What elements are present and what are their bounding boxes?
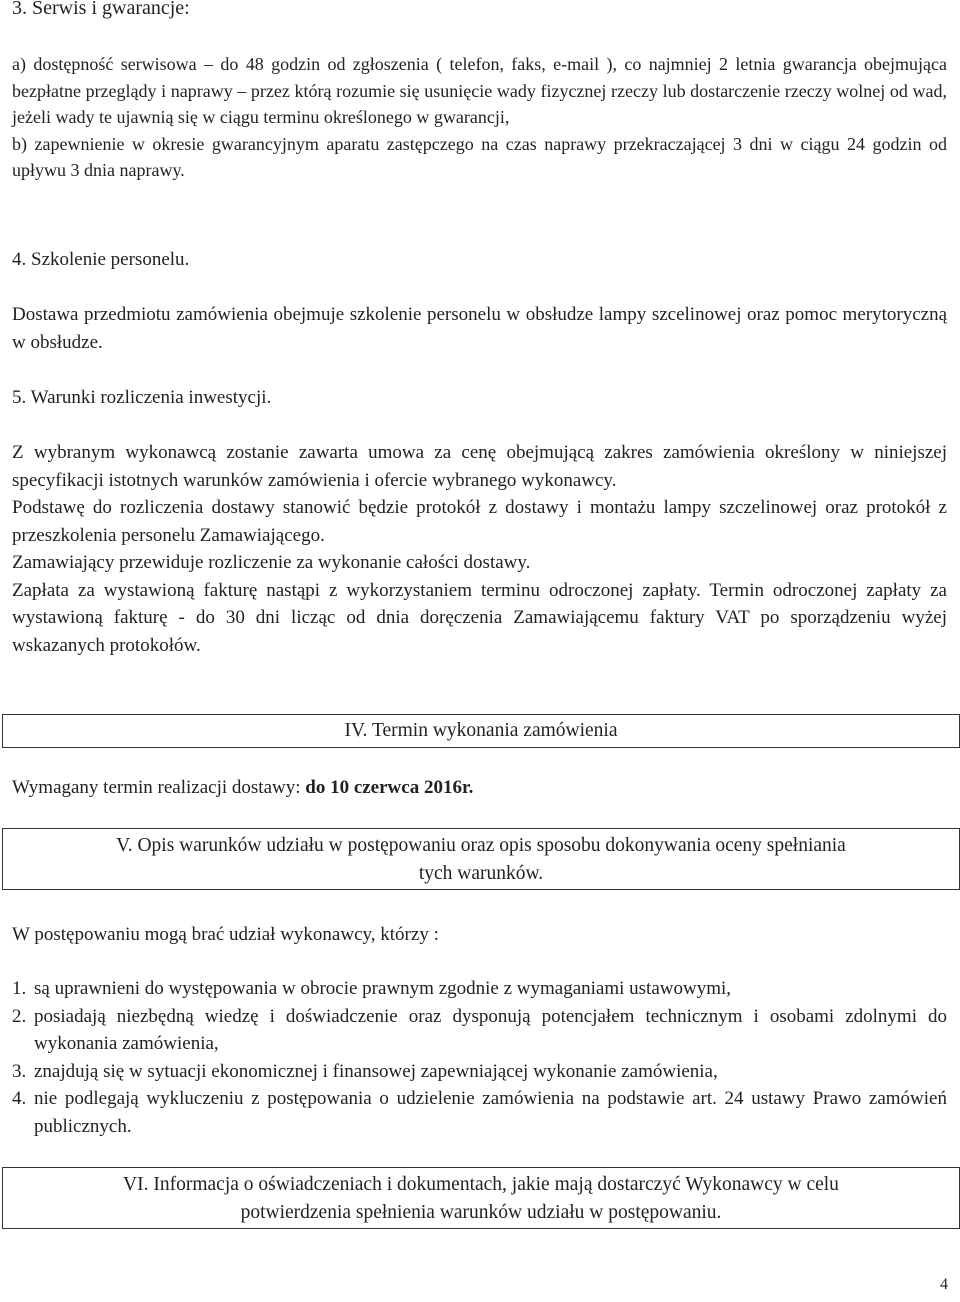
section-IV-heading: IV. Termin wykonania zamówienia (344, 720, 618, 741)
section-IV-heading-box (2, 714, 960, 748)
section-3-heading: 3. Serwis i gwarancje: (12, 0, 190, 19)
list-item-number: 3. (12, 1060, 27, 1082)
section-VI-heading-line-2: potwierdzenia spełnienia warunków udziału w postępowaniu. (240, 1201, 722, 1223)
list-item-number: 4. (12, 1088, 27, 1109)
section-5-paragraph-2: Podstawę do rozliczenia dostawy stanowić będzie protokół z dostawy i montażu lampy szczelinowej oraz protokół z przeszkolenia personelu Zamawiającego. (12, 497, 947, 546)
list-item-number: 2. (12, 1005, 27, 1027)
section-5-paragraph-4: Zapłata za wystawioną fakturę nastąpi z wykorzystaniem terminu odroczonej zapłaty. Termin odroczonej zapłaty za wystawioną fakturę - do 30 dni licząc od dnia doręczenia Zamawiającemu faktury VAT po sporządzeniu wyżej wskazanych protokołów. (12, 579, 947, 656)
list-item-text: znajdują się w sytuacji ekonomicznej i finansowej zapewniającej wykonanie zamówienia, (34, 1060, 718, 1082)
delivery-deadline (12, 774, 947, 802)
section-V-intro: W postępowaniu mogą brać udział wykonawcy, którzy : (12, 924, 439, 945)
list-item (12, 975, 947, 1003)
list-item-text: nie podlegają wykluczeniu z postępowania o udzielenie zamówienia na podstawie art. 24 ustawy Prawo zamówień publicznych. (34, 1088, 947, 1137)
section-VI-heading-box (2, 1167, 960, 1229)
delivery-deadline-label: Wymagany termin realizacji dostawy: (12, 777, 306, 798)
list-item-text: są uprawnieni do występowania w obrocie prawnym zgodnie z wymaganiami ustawowymi, (34, 978, 732, 999)
list-item-text: posiadają niezbędną wiedzę i doświadczenie oraz dysponują potencjałem technicznym i osobami zdolnymi do wykonania zamówienia, (34, 1005, 947, 1054)
section-3-item-b: b) zapewnienie w okresie gwarancyjnym aparatu zastępczego na czas naprawy przekraczającej 3 dni w ciągu 24 godzin od upływu 3 dnia naprawy. (12, 133, 947, 180)
section-VI-heading-line-1: VI. Informacja o oświadczeniach i dokumentach, jakie mają dostarczyć Wykonawcy w celu (123, 1174, 839, 1195)
section-3-item-a: a) dostępność serwisowa – do 48 godzin od zgłoszenia ( telefon, faks, e-mail ), co najmniej 2 letnia gwarancja obejmująca bezpłatne przeglądy i naprawy – przez którą rozumie się usunięcie wady fizycznej rzeczy lub dostarczenie rzeczy wolnej od wad, jeżeli wady te ujawnią się w ciągu terminu określonego w gwarancji, (12, 54, 947, 127)
section-5-paragraph-1: Z wybranym wykonawcą zostanie zawarta umowa za cenę obejmującą zakres zamówienia określony w niniejszej specyfikacji istotnych warunków zamówienia i ofercie wybranego wykonawcy. (12, 442, 947, 491)
section-V-heading-line-2: tych warunków. (418, 862, 544, 884)
section-5-paragraph-3: Zamawiający przewiduje rozliczenie za wykonanie całości dostawy. (12, 552, 531, 573)
section-5-body (12, 439, 947, 659)
section-5-heading: 5. Warunki rozliczenia inwestycji. (12, 387, 272, 408)
section-3-body (12, 51, 947, 184)
section-V-heading-line-1: V. Opis warunków udziału w postępowaniu oraz opis sposobu dokonywania oceny spełniania (116, 835, 846, 856)
page-number: 4 (940, 1276, 948, 1293)
list-item (12, 1085, 947, 1140)
list-item (12, 1058, 947, 1086)
section-V-heading-box (2, 828, 960, 890)
section-4-text: Dostawa przedmiotu zamówienia obejmuje szkolenie personelu w obsłudze lampy szcelinowej oraz pomoc merytoryczną w obsłudze. (12, 304, 947, 353)
conditions-list (12, 975, 947, 1140)
list-item-number: 1. (12, 978, 27, 999)
section-4-heading: 4. Szkolenie personelu. (12, 249, 190, 270)
delivery-deadline-value: do 10 czerwca 2016r. (305, 777, 474, 798)
list-item (12, 1003, 947, 1058)
